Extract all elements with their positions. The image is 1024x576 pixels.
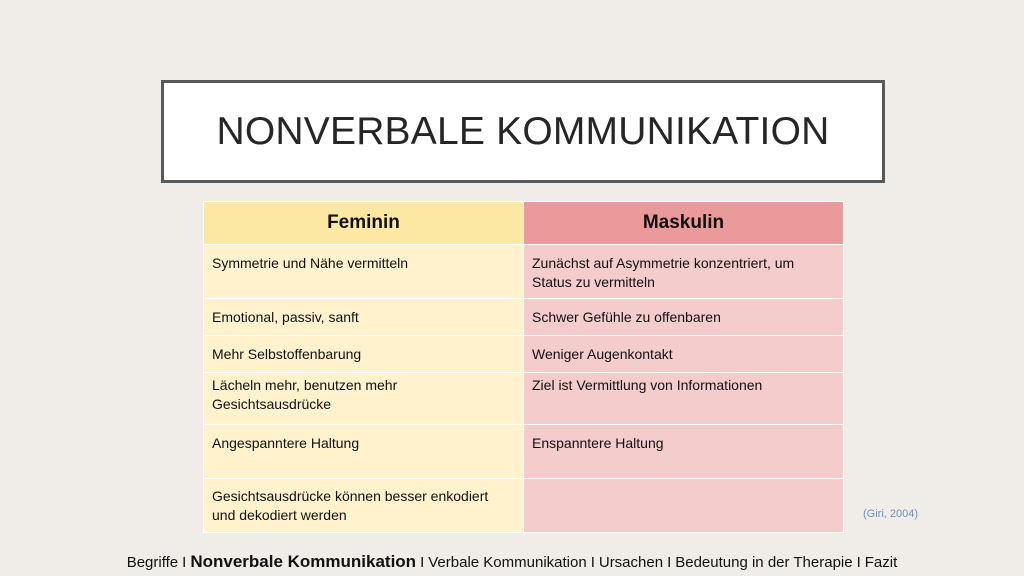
- nav-separator: I: [590, 554, 595, 571]
- feminin-cell: Symmetrie und Nähe vermitteln: [204, 245, 524, 299]
- slide-title: NONVERBALE KOMMUNIKATION: [216, 109, 830, 153]
- maskulin-cell: Enspanntere Haltung: [524, 425, 844, 479]
- footer-navigation: [0, 552, 1024, 572]
- nav-item-bedeutung-in-der-therapie[interactable]: Bedeutung in der Therapie: [675, 554, 853, 571]
- feminin-cell: Angespanntere Haltung: [204, 425, 524, 479]
- nav-item-verbale-kommunikation[interactable]: Verbale Kommunikation: [428, 554, 587, 571]
- table-row: [204, 373, 844, 425]
- nav-item-ursachen[interactable]: Ursachen: [598, 554, 664, 571]
- table-row: [204, 245, 844, 299]
- table-header-row: [204, 202, 844, 245]
- feminin-cell: Mehr Selbstoffenbarung: [204, 336, 524, 373]
- feminin-cell: Emotional, passiv, sanft: [204, 299, 524, 336]
- feminin-cell: Gesichtsausdrücke können besser enkodiert und dekodiert werden: [204, 479, 524, 533]
- table-row: [204, 336, 844, 373]
- table-row: [204, 425, 844, 479]
- maskulin-cell: Schwer Gefühle zu offenbaren: [524, 299, 844, 336]
- header-maskulin: Maskulin: [524, 202, 844, 245]
- nav-item-begriffe[interactable]: Begriffe: [126, 554, 179, 571]
- nav-separator: I: [667, 554, 672, 571]
- table-row: [204, 479, 844, 533]
- nav-separator: I: [856, 554, 861, 571]
- nav-separator: I: [182, 554, 187, 571]
- nav-item-nonverbale-kommunikation[interactable]: Nonverbale Kommunikation: [190, 552, 417, 571]
- header-feminin: Feminin: [204, 202, 524, 245]
- nav-separator: I: [420, 554, 425, 571]
- nav-item-fazit[interactable]: Fazit: [864, 554, 898, 571]
- maskulin-cell: Ziel ist Vermittlung von Informationen: [524, 373, 844, 425]
- table-row: [204, 299, 844, 336]
- title-box: [161, 80, 885, 183]
- maskulin-cell: Weniger Augenkontakt: [524, 336, 844, 373]
- feminin-cell: Lächeln mehr, benutzen mehr Gesichtsausdrücke: [204, 373, 524, 425]
- maskulin-cell: Zunächst auf Asymmetrie konzentriert, um Status zu vermitteln: [524, 245, 844, 299]
- citation: (Giri, 2004): [863, 508, 919, 520]
- comparison-table: [203, 201, 844, 533]
- maskulin-cell: [524, 479, 844, 533]
